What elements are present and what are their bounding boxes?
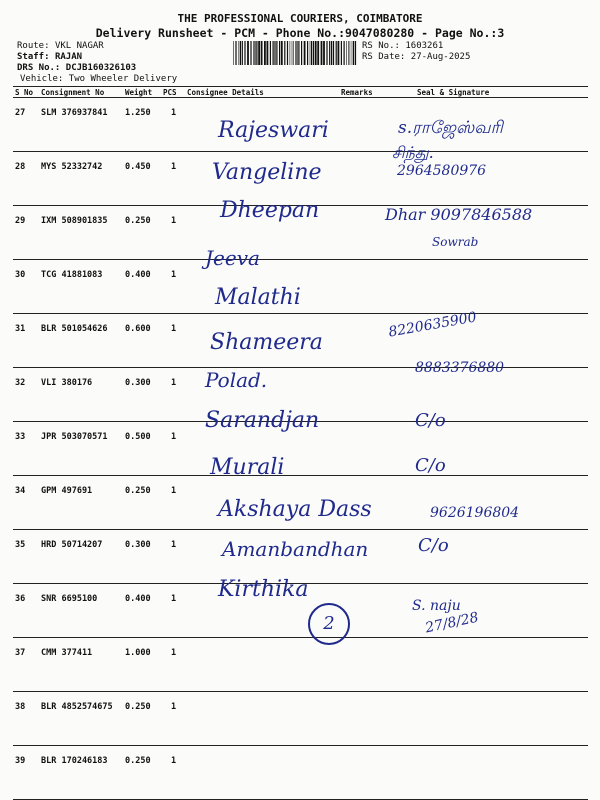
- barcode-bar: [344, 41, 345, 65]
- row-weight: 0.450: [123, 152, 161, 206]
- row-weight: 0.400: [123, 260, 161, 314]
- row-weight: 1.250: [123, 98, 161, 152]
- barcode-bar: [273, 41, 274, 65]
- col-seal: Seal & Signature: [395, 87, 588, 98]
- row-pcs: 1: [161, 530, 185, 584]
- row-pcs: 1: [161, 422, 185, 476]
- barcode-bar: [341, 41, 342, 65]
- handwritten-consignee-name: Shameera: [210, 330, 323, 355]
- barcode-bar: [287, 41, 288, 65]
- drs-value: DCJB160326103: [65, 63, 137, 73]
- barcode-bar: [338, 41, 340, 65]
- barcode-bar: [336, 41, 337, 65]
- col-consignee: Consignee Details: [185, 87, 339, 98]
- row-weight: 0.300: [123, 368, 161, 422]
- barcode-bar: [270, 41, 271, 65]
- barcode-bar: [326, 41, 327, 65]
- row-seal: [395, 638, 588, 692]
- row-remarks: [339, 422, 395, 476]
- rs-no-value: 1603261: [405, 41, 444, 51]
- row-consignment: SNR 6695100: [39, 584, 123, 638]
- row-sno: 39: [13, 746, 39, 800]
- barcode-bar: [292, 41, 293, 65]
- col-pcs: PCS: [161, 87, 185, 98]
- handwritten-signature: 9626196804: [430, 505, 520, 521]
- row-consignee: [185, 746, 339, 800]
- handwritten-consignee-name: Murali: [210, 455, 285, 480]
- row-pcs: 1: [161, 260, 185, 314]
- barcode-bar: [321, 41, 323, 65]
- row-seal: [395, 476, 588, 530]
- barcode-bar: [323, 41, 325, 65]
- row-pcs: 1: [161, 638, 185, 692]
- table-row: [13, 746, 588, 800]
- row-consignment: VLI 380176: [39, 368, 123, 422]
- row-pcs: 1: [161, 692, 185, 746]
- handwritten-consignee-name: Akshaya Dass: [218, 497, 372, 522]
- barcode-bar: [296, 41, 297, 65]
- row-sno: 37: [13, 638, 39, 692]
- handwritten-consignee-name: Malathi: [215, 285, 301, 310]
- row-pcs: 1: [161, 368, 185, 422]
- col-consignment: Consignment No: [39, 87, 123, 98]
- staff-label: Staff:: [17, 52, 50, 62]
- barcode-bar: [290, 41, 291, 65]
- barcode-bar: [311, 41, 312, 65]
- row-consignment: GPM 497691: [39, 476, 123, 530]
- row-sno: 35: [13, 530, 39, 584]
- row-remarks: [339, 98, 395, 152]
- barcode-bar: [274, 41, 275, 65]
- barcode-image: [232, 41, 358, 65]
- company-title: THE PROFESSIONAL COURIERS, COIMBATORE: [177, 12, 423, 25]
- row-sno: 36: [13, 584, 39, 638]
- row-consignment: BLR 4852574675: [39, 692, 123, 746]
- rs-date-line: [362, 52, 470, 62]
- barcode-bar: [293, 41, 294, 65]
- barcode-bar: [295, 41, 296, 65]
- handwritten-signature: Dhar 9097846588: [385, 205, 533, 224]
- handwritten-consignee-name: Rajeswari: [218, 118, 329, 143]
- row-pcs: 1: [161, 314, 185, 368]
- barcode-bar: [313, 41, 314, 65]
- row-sno: 27: [13, 98, 39, 152]
- barcode-bar: [352, 41, 353, 65]
- row-consignment: MYS 52332742: [39, 152, 123, 206]
- vehicle-label: Vehicle:: [20, 74, 64, 84]
- row-remarks: [339, 638, 395, 692]
- row-sno: 32: [13, 368, 39, 422]
- handwritten-signature: s.ராஜேஸ்வரி: [398, 118, 503, 138]
- row-pcs: 1: [161, 98, 185, 152]
- col-remarks: Remarks: [339, 87, 395, 98]
- row-consignment: SLM 376937841: [39, 98, 123, 152]
- barcode-bar: [301, 41, 302, 65]
- row-pcs: 1: [161, 476, 185, 530]
- barcode-bar: [254, 41, 255, 65]
- handwritten-signature: 8220635900: [387, 309, 478, 341]
- barcode-bar: [333, 41, 334, 65]
- row-sno: 33: [13, 422, 39, 476]
- barcode-bar: [235, 41, 236, 65]
- barcode-bar: [239, 41, 240, 65]
- drs-line: [17, 63, 136, 73]
- row-pcs: 1: [161, 206, 185, 260]
- row-remarks: [339, 368, 395, 422]
- row-consignee: [185, 638, 339, 692]
- rs-date-value: 27-Aug-2025: [410, 52, 471, 62]
- row-weight: 0.600: [123, 314, 161, 368]
- handwritten-signature: S. naju: [412, 598, 461, 614]
- row-seal: [395, 260, 588, 314]
- barcode-bar: [276, 41, 277, 65]
- handwritten-signature: 8883376880: [415, 360, 505, 376]
- handwritten-signature: C/o: [418, 535, 449, 556]
- staff-value: RAJAN: [54, 52, 83, 62]
- staff-line: [17, 52, 82, 62]
- row-pcs: 1: [161, 152, 185, 206]
- col-weight: Weight: [123, 87, 161, 98]
- barcode-bar: [310, 41, 311, 65]
- route-label: Route:: [17, 41, 50, 51]
- barcode-bar: [256, 41, 257, 65]
- row-consignment: IXM 508901835: [39, 206, 123, 260]
- route-line: [17, 41, 104, 51]
- table-row: [13, 692, 588, 746]
- handwritten-signature: சிந்து.: [392, 143, 434, 162]
- row-seal: [395, 746, 588, 800]
- barcode-bar: [355, 41, 356, 65]
- handwritten-signature: C/o: [415, 410, 446, 431]
- row-weight: 0.400: [123, 584, 161, 638]
- vehicle-line: [20, 74, 177, 84]
- barcode-bar: [261, 41, 263, 65]
- barcode-bar: [279, 41, 280, 65]
- drs-label: DRS No.:: [17, 63, 61, 73]
- row-pcs: 1: [161, 746, 185, 800]
- handwritten-signature: 27/8/28: [423, 609, 481, 637]
- barcode-bar: [250, 41, 251, 65]
- barcode-bar: [348, 41, 349, 65]
- barcode-bar: [317, 41, 319, 65]
- row-consignment: HRD 50714207: [39, 530, 123, 584]
- barcode-bar: [329, 41, 330, 65]
- row-consignee: [185, 692, 339, 746]
- handwritten-signature: C/o: [415, 455, 446, 476]
- row-consignment: CMM 377411: [39, 638, 123, 692]
- handwritten-consignee-name: Amanbandhan: [222, 537, 369, 561]
- barcode-bar: [281, 41, 283, 65]
- barcode-bar: [253, 41, 254, 65]
- handwritten-consignee-name: Vangeline: [212, 160, 322, 185]
- row-weight: 0.250: [123, 476, 161, 530]
- handwritten-signature: 2964580976: [397, 163, 487, 179]
- barcode-bar: [346, 41, 347, 65]
- row-weight: 0.300: [123, 530, 161, 584]
- handwritten-consignee-name: Sarandjan: [205, 408, 320, 433]
- row-consignment: BLR 501054626: [39, 314, 123, 368]
- barcode-bar: [244, 41, 245, 65]
- handwritten-signature: Sowrab: [432, 235, 479, 249]
- barcode-bar: [353, 41, 354, 65]
- row-weight: 0.250: [123, 692, 161, 746]
- barcode-bar: [298, 41, 299, 65]
- rs-date-label: RS Date:: [362, 52, 406, 62]
- barcode-bar: [264, 41, 266, 65]
- row-weight: 1.000: [123, 638, 161, 692]
- barcode-bar: [258, 41, 260, 65]
- page-mark-circle: 2: [308, 603, 350, 645]
- barcode-bar: [350, 41, 351, 65]
- barcode-bar: [284, 41, 285, 65]
- row-sno: 28: [13, 152, 39, 206]
- vehicle-value: Two Wheeler Delivery: [68, 74, 178, 84]
- barcode-bar: [315, 41, 317, 65]
- row-remarks: [339, 314, 395, 368]
- row-sno: 31: [13, 314, 39, 368]
- barcode-bar: [236, 41, 237, 65]
- row-remarks: [339, 746, 395, 800]
- row-weight: 0.250: [123, 746, 161, 800]
- handwritten-consignee-name: Dheepan: [220, 198, 320, 223]
- row-pcs: 1: [161, 584, 185, 638]
- barcode-bar: [304, 41, 306, 65]
- row-seal: [395, 692, 588, 746]
- barcode-bar: [307, 41, 308, 65]
- barcode-bar: [247, 41, 249, 65]
- col-sno: S No: [13, 87, 39, 98]
- rs-no-label: RS No.:: [362, 41, 400, 51]
- handwritten-consignee-name: Kirthika: [218, 577, 309, 602]
- row-remarks: [339, 152, 395, 206]
- row-remarks: [339, 692, 395, 746]
- row-weight: 0.250: [123, 206, 161, 260]
- row-sno: 29: [13, 206, 39, 260]
- barcode-bar: [331, 41, 332, 65]
- row-remarks: [339, 260, 395, 314]
- row-consignment: BLR 170246183: [39, 746, 123, 800]
- table-header-row: [13, 87, 588, 98]
- barcode-bar: [242, 41, 243, 65]
- barcode-bar: [267, 41, 269, 65]
- table-row: [13, 638, 588, 692]
- runsheet-table: [13, 86, 588, 800]
- row-sno: 34: [13, 476, 39, 530]
- barcode-bar: [240, 41, 241, 65]
- row-sno: 30: [13, 260, 39, 314]
- barcode-bar: [233, 41, 234, 65]
- runsheet-subtitle: Delivery Runsheet - PCM - Phone No.:9047080280 - Page No.:3: [95, 26, 505, 40]
- row-consignment: JPR 503070571: [39, 422, 123, 476]
- handwritten-consignee-name: Polad.: [205, 368, 268, 392]
- route-value: VKL NAGAR: [54, 41, 104, 51]
- row-consignment: TCG 41881083: [39, 260, 123, 314]
- handwritten-consignee-name: Jeeva: [205, 246, 260, 270]
- row-sno: 38: [13, 692, 39, 746]
- row-weight: 0.500: [123, 422, 161, 476]
- rs-no-line: [362, 41, 443, 51]
